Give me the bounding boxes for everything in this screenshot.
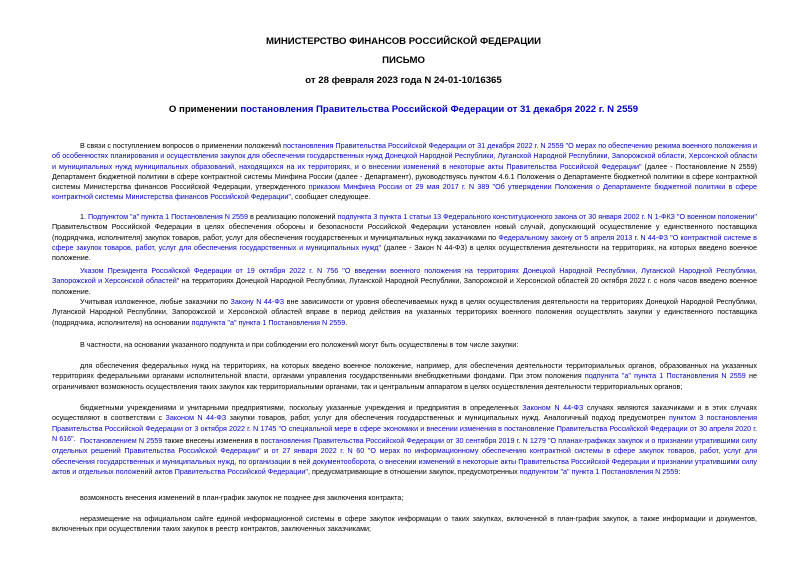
paragraph-text: Учитывая изложенное, любые заказчики по [80, 297, 231, 306]
paragraph-text: 1. [80, 212, 89, 221]
subject-link[interactable]: постановления Правительства Российской Федерации от 31 декабря 2022 г. N 2559 [240, 104, 639, 115]
subject-prefix: О применении [168, 104, 241, 115]
link-subparagraph-a[interactable]: подпункта "а" пункта 1 Постановления N 2559 [191, 317, 346, 327]
paragraph-text: . [73, 433, 76, 443]
link-law-44fz[interactable]: Закону N 44-ФЗ [230, 297, 285, 306]
document-type: ПИСЬМО [382, 55, 425, 66]
link-law-44fz[interactable]: Законом N 44-ФЗ [165, 413, 227, 423]
paragraph-8 [52, 433, 757, 477]
paragraph-1 [52, 141, 757, 203]
link-subparagraph-a[interactable]: подпункта "а" пункта 1 Постановления N 2559 [584, 371, 746, 381]
paragraph-text: для обеспечения федеральных нужд на территориях, на которых введено военное положение, например, для обеспечения деятельности территориальных органов, образованных на указанных территориях федеральными органами исполнительной власти, органами управления государственными внебюджетными фондами. При этом положения [52, 361, 757, 381]
paragraph-6 [52, 361, 757, 392]
link-law-44fz[interactable]: Федеральному закону от 5 апреля 2013 г. N 44-ФЗ "О контрактной системе в сфере закупок товаров, работ, услуг для обеспечения государственных и муниципальных нужд" [52, 232, 758, 252]
paragraph-text: Правительством Российской Федерации в целях обеспечения обороны и безопасности Российской Федерации установлен новый случай, допускающий осуществление у единственного поставщика (подрядчика, исполнителя) закупок товаров, работ, услуг для обеспечения государственных и муниципальных нужд заказчиками по [52, 222, 757, 242]
link-resolution-1279[interactable]: постановления Правительства Российской Федерации от 30 сентября 2019 г. N 1279 "О планах-графиках закупок и о признании утратившими силу отдельных решений Правительства Российской Федерации" [52, 436, 757, 456]
paragraph-text: в реализацию положений [247, 212, 338, 221]
paragraph-text: В связи с поступлением вопросов о применении положений [80, 141, 284, 150]
link-order-389[interactable]: приказом Минфина России от 29 мая 2017 г. N 389 "Об утверждении Положения о Департаменте бюджетной политики в сфере контрактной системы Министерства финансов Российской Федерации" [52, 182, 757, 202]
paragraph-text: , сообщает следующее. [290, 192, 371, 202]
paragraph-text: на территориях Донецкой Народной Республики, Луганской Народной Республики, Запорожской и Херсонской областей 20 октября 2022 г. с ноля часов введено военное положение. [52, 276, 757, 296]
paragraph-text: : [678, 466, 681, 476]
paragraph-text: закупки товаров, работ, услуг для обеспечения государственных и муниципальных нужд. Аналогичный подход предусмотрен [226, 413, 669, 423]
paragraph-text: также внесены изменения в [162, 436, 261, 445]
link-subparagraph-a[interactable]: Подпунктом "а" пункта 1 Постановления N 2559 [88, 212, 248, 221]
paragraph-text: бюджетными учреждениями и унитарными предприятиями, поскольку указанные учреждения и предприятия в определенных [80, 403, 523, 412]
link-decree-756[interactable]: Указом Президента Российской Федерации от 19 октября 2022 г. N 756 "О введении военного положения на территориях Донецкой Народной Республики, Луганской Народной Республики, Запорожской и Херсонской областей" [52, 266, 757, 286]
paragraph-text: случаях являются заказчиками и в этих случаях осуществляют в соответствии с [52, 403, 757, 423]
paragraph-9: возможность внесения изменений в план-график закупок не позднее дня заключения контракта; [80, 493, 404, 502]
link-resolution-2559[interactable]: Постановлением N 2559 [80, 436, 163, 445]
paragraph-text: не ограничивают возможность осуществления таких закупок как территориальными органами, так и центральным аппаратом в целях осуществления деятельности территориальных органов; [52, 371, 757, 391]
paragraph-text: (далее - Постановление N 2559) Департамент бюджетной политики в сфере контрактной системы Минфина России (далее - Департамент), руководствуясь пунктом 4.6.1 Положения о Департаменте бюджетной политики в сфере контрактной системы Министерства финансов Российской Федерации, утвержденного [52, 161, 758, 192]
paragraph-text: (далее - Закон N 44-ФЗ) в целях осуществления деятельности на территориях, на которых введено военное положение. [52, 242, 757, 263]
ministry-heading: МИНИСТЕРСТВО ФИНАНСОВ РОССИЙСКОЙ ФЕДЕРАЦИИ [265, 36, 542, 47]
paragraph-4 [52, 297, 757, 328]
paragraph-2 [52, 212, 757, 263]
document-date-number: от 28 февраля 2023 года N 24-01-10/16365 [305, 75, 502, 86]
paragraph-text: и [260, 446, 272, 456]
paragraph-text: , предусматривающие в отношении закупок, предусмотренных [307, 466, 520, 476]
document-subject [0, 104, 807, 116]
link-subparagraph-a[interactable]: подпунктом "а" пункта 1 Постановления N 2559 [519, 466, 679, 476]
link-resolution-2559[interactable]: постановления Правительства Российской Федерации от 31 декабря 2022 г. N 2559 "О мерах по обеспечению режима военного положения и об особенностях планирования и осуществления закупок для обеспечения государственных нужд Донецкой Народной Республики, Луганской Народной Республики, Запорожской области, Херсонской области и муниципальных нужд муниципальных образований, находящихся на их территориях, и о внесении изменений в некоторые акты Правительства Российской Федерации" [52, 141, 757, 171]
paragraph-3 [52, 266, 757, 297]
link-resolution-60[interactable]: от 27 января 2022 г. N 60 "О мерах по информационному обеспечению контрактной системы в сфере закупок товаров, работ, услуг для обеспечения государственных и муниципальных нужд, по организации в ней документооборота, о внесении изменений в некоторые акты Правительства Российской Федерации и признании утратившими силу актов и отдельных положений актов Правительства Российской Федерации" [52, 446, 757, 476]
paragraph-5: В частности, на основании указанного подпункта и при соблюдении его положений могут быть осуществлены в том числе закупки: [80, 340, 519, 349]
link-resolution-1745[interactable]: пунктом 3 постановления Правительства Российской Федерации от 3 октября 2022 г. N 1745 "О специальной мере в сфере экономики и внесении изменения в постановление Правительства Российской Федерации от 30 апреля 2020 г. N 616" [52, 413, 758, 443]
paragraph-text: вне зависимости от уровня обеспечиваемых нужд в целях осуществления деятельности на территориях Донецкой Народной Республики, Луганской Народной Республики, Запорожской и Херсонской областей вправе в период действия на указанных территориях военного положения осуществлять закупки у единственного поставщика (подрядчика, исполнителя) на основании [52, 297, 758, 327]
paragraph-text: . [345, 317, 348, 327]
link-law-44fz[interactable]: Законом N 44-ФЗ [522, 403, 584, 412]
paragraph-10: неразмещение на официальном сайте единой информационной системы в сфере закупок информации о таких закупках, включенной в план-график закупок, а также информации и документов, включенных при осуществлении таких закупок в реестр контрактов, заключенных заказчиками; [52, 514, 757, 534]
link-fkz-1[interactable]: подпункта 3 пункта 1 статьи 13 Федерального конституционного закона от 30 января 2002 г. N 1-ФКЗ "О военном положении" [337, 212, 757, 221]
